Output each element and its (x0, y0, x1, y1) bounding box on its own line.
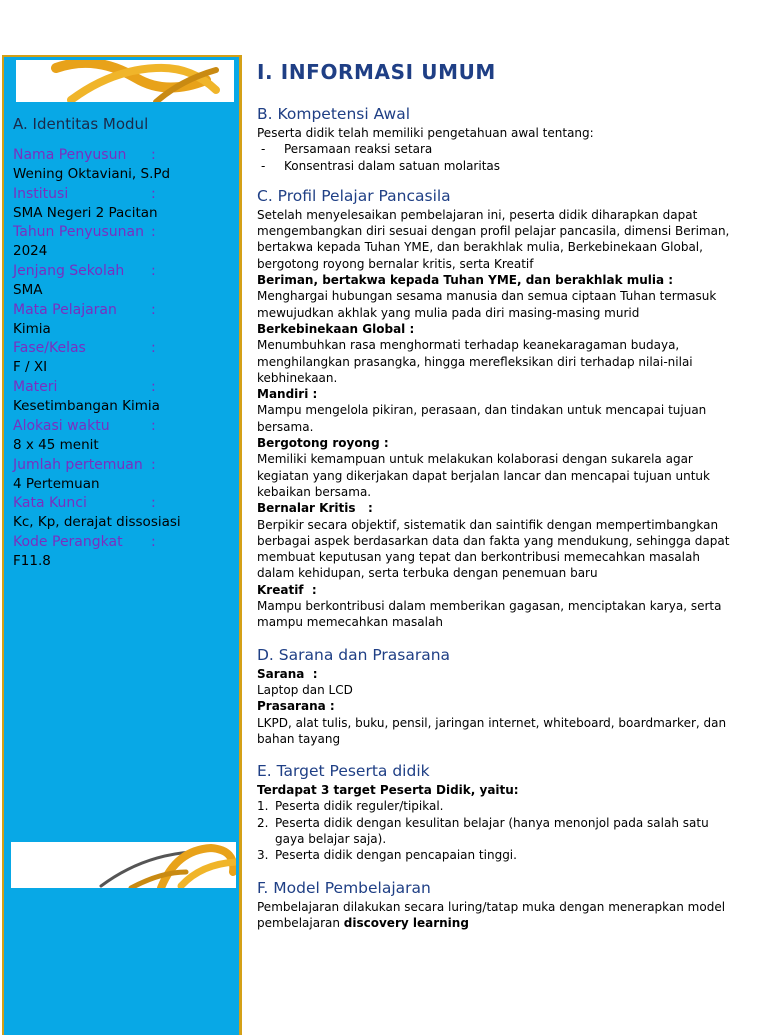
dimension-text: Berpikir secara objektif, sistematik dan saintifik dengan mempertimbangkan berbagai aspek berdasarkan data dan fakta yang mendukung, sehingga dapat membuat keputusan yang tepat dan berkontribusi memecahkan masalah dalam kehidupan, serta terbuka dengan penemuan baru (257, 517, 730, 581)
identity-field (13, 223, 239, 262)
field-value: F / XI (13, 359, 48, 376)
field-colon: : (151, 456, 156, 473)
field-label: Fase/Kelas (13, 340, 86, 357)
field-colon: : (151, 263, 156, 280)
field-colon: : (151, 533, 156, 550)
dimension-text: Mampu berkontribusi dalam memberikan gagasan, menciptakan karya, serta mampu memecahkan masalah (257, 599, 722, 630)
sarana-label: Sarana : (257, 666, 318, 681)
identity-field (13, 494, 239, 533)
field-colon: : (151, 147, 156, 163)
field-label: Nama Penyusun (13, 147, 127, 163)
identity-field (13, 533, 239, 572)
dimension-text: Menumbuhkan rasa menghormati terhadap keanekaragaman budaya, menghilangkan prasangka, hingga merefleksikan diri terhadap nilai-nilai kebhinekaan. (257, 338, 693, 385)
field-value: 8 x 45 menit (13, 436, 99, 453)
field-colon: : (151, 185, 156, 202)
identity-field (13, 262, 239, 301)
dimension-title: Bergotong royong : (257, 436, 389, 451)
target-intro: Terdapat 3 target Peserta Didik, yaitu: (257, 783, 519, 798)
list-item: 3. Peserta didik dengan pencapaian tinggi. (257, 848, 517, 863)
identity-field (13, 185, 239, 224)
identity-field (13, 339, 239, 378)
target-list (257, 798, 732, 863)
field-label: Materi (13, 379, 58, 396)
field-label: Jenjang Sekolah (13, 263, 125, 280)
field-label: Tahun Penyusunan (13, 224, 144, 241)
section-heading-profil-pelajar: C. Profil Pelajar Pancasila (257, 186, 451, 205)
model-text: Pembelajaran dilakukan secara luring/tatap muka dengan menerapkan model pembelajaran discovery learning (257, 899, 726, 930)
general-information-content (257, 58, 732, 931)
identity-field-list (13, 146, 239, 572)
field-value: Kc, Kp, derajat dissosiasi (13, 514, 181, 531)
profil-intro: Setelah menyelesaikan pembelajaran ini, peserta didik diharapkan dapat mengembangkan diri sesuai dengan profil pelajar pancasila, dimensi Beriman, bertakwa kepada Tuhan YME, dan berakhlak mulia, Berkebinekaan Global, bergotong royong bernalar kritis, serta Kreatif (257, 207, 730, 271)
dimension-title: Berkebinekaan Global : (257, 321, 415, 336)
field-label: Alokasi waktu (13, 417, 110, 434)
list-item: 1. Peserta didik reguler/tipikal. (257, 799, 444, 814)
list-item: 2. Peserta didik dengan kesulitan belajar (hanya menonjol pada salah satu gaya belajar saja). (257, 815, 709, 846)
kompetensi-intro: Peserta didik telah memiliki pengetahuan awal tentang: (257, 126, 594, 140)
field-value: 2024 (13, 243, 48, 260)
field-value: SMA (13, 282, 43, 299)
identity-field (13, 146, 239, 185)
field-label: Jumlah pertemuan (13, 456, 143, 473)
field-label: Institusi (13, 185, 69, 202)
section-heading-model: F. Model Pembelajaran (257, 878, 431, 897)
field-value: SMA Negeri 2 Pacitan (13, 204, 158, 221)
field-value: 4 Pertemuan (13, 475, 100, 492)
dimension-title: Mandiri : (257, 387, 318, 402)
sarana-text: Laptop dan LCD (257, 682, 353, 697)
identity-field (13, 378, 239, 417)
field-colon: : (151, 340, 156, 357)
field-value: F11.8 (13, 552, 51, 569)
prasarana-text: LKPD, alat tulis, buku, pensil, jaringan internet, whiteboard, boardmarker, dan bahan tayang (257, 715, 727, 746)
field-colon: : (151, 417, 156, 434)
dimension-title: Beriman, bertakwa kepada Tuhan YME, dan berakhlak mulia : (257, 273, 674, 288)
module-identity-sidebar (2, 55, 242, 1035)
section-heading-kompetensi-awal: B. Kompetensi Awal (257, 105, 411, 123)
decorative-banner-top (16, 60, 234, 102)
dimension-title: Bernalar Kritis : (257, 501, 373, 516)
model-name: discovery learning (343, 915, 469, 930)
field-colon: : (151, 301, 156, 318)
list-item: - Konsentrasi dalam satuan molaritas (261, 158, 500, 173)
section-heading-target: E. Target Peserta didik (257, 762, 430, 781)
page-title: I. INFORMASI UMUM (257, 60, 496, 84)
field-colon: : (151, 495, 156, 512)
identity-field (13, 417, 239, 456)
decorative-banner-bottom (11, 842, 236, 888)
field-value: Wening Oktaviani, S.Pd (13, 166, 171, 182)
field-colon: : (151, 379, 156, 396)
section-heading-sarana: D. Sarana dan Prasarana (257, 645, 451, 664)
field-value: Kimia (13, 320, 51, 337)
dimension-text: Menghargai hubungan sesama manusia dan semua ciptaan Tuhan termasuk mewujudkan akhlak yang mulia pada diri masing-masing murid (257, 289, 717, 320)
dimension-title: Kreatif : (257, 582, 317, 597)
identity-field (13, 301, 239, 340)
field-value: Kesetimbangan Kimia (13, 398, 160, 415)
kompetensi-list (257, 141, 732, 174)
prasarana-label: Prasarana : (257, 699, 335, 714)
identity-field (13, 456, 239, 495)
field-label: Kode Perangkat (13, 533, 123, 550)
module-identity-heading: A. Identitas Modul (13, 115, 149, 133)
dimension-text: Mampu mengelola pikiran, perasaan, dan tindakan untuk mencapai tujuan bersama. (257, 403, 707, 434)
list-item: - Persamaan reaksi setara (261, 142, 433, 157)
field-label: Mata Pelajaran (13, 301, 117, 318)
field-colon: : (151, 224, 156, 241)
dimension-text: Memiliki kemampuan untuk melakukan kolaborasi dengan sukarela agar kegiatan yang dikerjakan dapat berjalan lancar dan mencapai tujuan untuk kebaikan bersama. (257, 452, 710, 499)
field-label: Kata Kunci (13, 495, 87, 512)
